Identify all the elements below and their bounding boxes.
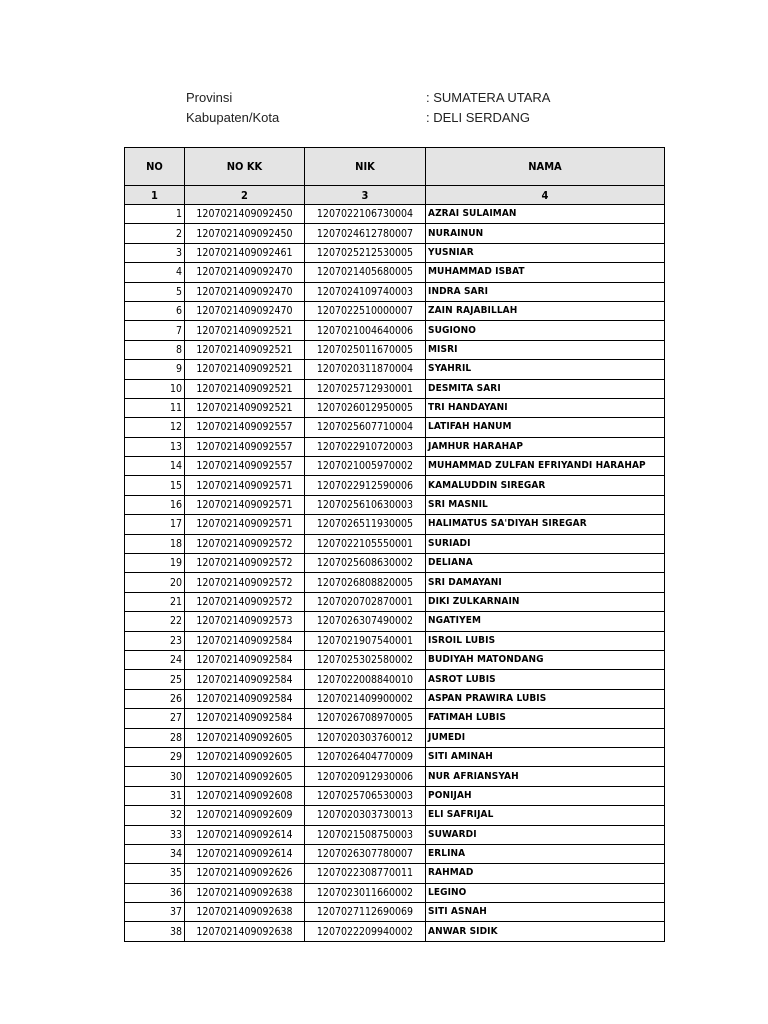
family-card-number: 1207021409092572 bbox=[185, 554, 305, 573]
family-card-number: 1207021409092521 bbox=[185, 360, 305, 379]
row-number: 18 bbox=[125, 534, 185, 553]
family-card-number: 1207021409092557 bbox=[185, 457, 305, 476]
resident-name: HALIMATUS SA'DIYAH SIREGAR bbox=[426, 515, 665, 534]
table-row bbox=[125, 825, 665, 844]
table-row bbox=[125, 437, 665, 456]
resident-name: SYAHRIL bbox=[426, 360, 665, 379]
row-number: 32 bbox=[125, 806, 185, 825]
resident-name: SUWARDI bbox=[426, 825, 665, 844]
table-row bbox=[125, 573, 665, 592]
nik-number: 1207020912930006 bbox=[305, 767, 426, 786]
row-number: 34 bbox=[125, 844, 185, 863]
table-row bbox=[125, 321, 665, 340]
row-number: 3 bbox=[125, 243, 185, 262]
family-card-number: 1207021409092638 bbox=[185, 903, 305, 922]
table-row bbox=[125, 864, 665, 883]
resident-name: MUHAMMAD ISBAT bbox=[426, 263, 665, 282]
table-row bbox=[125, 534, 665, 553]
table-row bbox=[125, 786, 665, 805]
resident-name: ASROT LUBIS bbox=[426, 670, 665, 689]
nik-number: 1207025608630002 bbox=[305, 554, 426, 573]
table-row bbox=[125, 747, 665, 766]
header-nik: NIK bbox=[305, 148, 426, 186]
resident-name: NGATIYEM bbox=[426, 612, 665, 631]
resident-name: ZAIN RAJABILLAH bbox=[426, 301, 665, 320]
resident-name: SURIADI bbox=[426, 534, 665, 553]
row-number: 6 bbox=[125, 301, 185, 320]
row-number: 10 bbox=[125, 379, 185, 398]
resident-name: NURAINUN bbox=[426, 224, 665, 243]
resident-name: LATIFAH HANUM bbox=[426, 418, 665, 437]
table-row bbox=[125, 806, 665, 825]
table-row bbox=[125, 767, 665, 786]
resident-name: ISROIL LUBIS bbox=[426, 631, 665, 650]
nik-number: 1207022209940002 bbox=[305, 922, 426, 941]
family-card-number: 1207021409092572 bbox=[185, 592, 305, 611]
nik-number: 1207026012950005 bbox=[305, 398, 426, 417]
resident-name: SITI ASNAH bbox=[426, 903, 665, 922]
table-row bbox=[125, 398, 665, 417]
resident-name: INDRA SARI bbox=[426, 282, 665, 301]
resident-name: RAHMAD bbox=[426, 864, 665, 883]
table-row bbox=[125, 379, 665, 398]
resident-name: LEGINO bbox=[426, 883, 665, 902]
table-row bbox=[125, 224, 665, 243]
table-row bbox=[125, 515, 665, 534]
nik-number: 1207022105550001 bbox=[305, 534, 426, 553]
row-number: 19 bbox=[125, 554, 185, 573]
family-card-number: 1207021409092557 bbox=[185, 437, 305, 456]
family-card-number: 1207021409092470 bbox=[185, 282, 305, 301]
resident-name: TRI HANDAYANI bbox=[426, 398, 665, 417]
nik-number: 1207022910720003 bbox=[305, 437, 426, 456]
resident-name: FATIMAH LUBIS bbox=[426, 709, 665, 728]
nik-number: 1207021508750003 bbox=[305, 825, 426, 844]
nik-number: 1207025302580002 bbox=[305, 650, 426, 669]
row-number: 1 bbox=[125, 205, 185, 224]
nik-number: 1207022008840010 bbox=[305, 670, 426, 689]
row-number: 13 bbox=[125, 437, 185, 456]
nik-number: 1207020303760012 bbox=[305, 728, 426, 747]
family-card-number: 1207021409092584 bbox=[185, 650, 305, 669]
nik-number: 1207021409900002 bbox=[305, 689, 426, 708]
family-card-number: 1207021409092626 bbox=[185, 864, 305, 883]
family-card-number: 1207021409092614 bbox=[185, 825, 305, 844]
province-row bbox=[186, 88, 550, 108]
row-number: 29 bbox=[125, 747, 185, 766]
resident-name: SITI AMINAH bbox=[426, 747, 665, 766]
resident-name: KAMALUDDIN SIREGAR bbox=[426, 476, 665, 495]
column-number-2: 2 bbox=[185, 186, 305, 205]
nik-number: 1207025607710004 bbox=[305, 418, 426, 437]
resident-name: ERLINA bbox=[426, 844, 665, 863]
family-card-number: 1207021409092557 bbox=[185, 418, 305, 437]
column-number-4: 4 bbox=[426, 186, 665, 205]
resident-name: AZRAI SULAIMAN bbox=[426, 205, 665, 224]
table-row bbox=[125, 709, 665, 728]
regency-value: : DELI SERDANG bbox=[426, 110, 531, 125]
header-nama: NAMA bbox=[426, 148, 665, 186]
nik-number: 1207022510000007 bbox=[305, 301, 426, 320]
table-row bbox=[125, 301, 665, 320]
row-number: 35 bbox=[125, 864, 185, 883]
nik-number: 1207025212530005 bbox=[305, 243, 426, 262]
nik-number: 1207020702870001 bbox=[305, 592, 426, 611]
table-row bbox=[125, 263, 665, 282]
region-info bbox=[186, 88, 550, 128]
resident-name: BUDIYAH MATONDANG bbox=[426, 650, 665, 669]
resident-name: DIKI ZULKARNAIN bbox=[426, 592, 665, 611]
nik-number: 1207026404770009 bbox=[305, 747, 426, 766]
family-card-number: 1207021409092638 bbox=[185, 922, 305, 941]
nik-number: 1207026307490002 bbox=[305, 612, 426, 631]
header-row bbox=[125, 148, 665, 186]
nik-number: 1207022308770011 bbox=[305, 864, 426, 883]
row-number: 21 bbox=[125, 592, 185, 611]
header-no-kk: NO KK bbox=[185, 148, 305, 186]
family-card-number: 1207021409092584 bbox=[185, 689, 305, 708]
family-card-number: 1207021409092450 bbox=[185, 224, 305, 243]
table-row bbox=[125, 844, 665, 863]
nik-number: 1207026511930005 bbox=[305, 515, 426, 534]
family-card-number: 1207021409092605 bbox=[185, 728, 305, 747]
row-number: 36 bbox=[125, 883, 185, 902]
table-row bbox=[125, 592, 665, 611]
column-number-row bbox=[125, 186, 665, 205]
table-row bbox=[125, 340, 665, 359]
table-row bbox=[125, 689, 665, 708]
family-card-number: 1207021409092605 bbox=[185, 747, 305, 766]
family-card-number: 1207021409092461 bbox=[185, 243, 305, 262]
table-row bbox=[125, 650, 665, 669]
table-row bbox=[125, 282, 665, 301]
family-card-number: 1207021409092572 bbox=[185, 573, 305, 592]
family-card-number: 1207021409092608 bbox=[185, 786, 305, 805]
row-number: 22 bbox=[125, 612, 185, 631]
nik-number: 1207026307780007 bbox=[305, 844, 426, 863]
row-number: 27 bbox=[125, 709, 185, 728]
resident-name: ELI SAFRIJAL bbox=[426, 806, 665, 825]
family-card-number: 1207021409092614 bbox=[185, 844, 305, 863]
row-number: 9 bbox=[125, 360, 185, 379]
family-card-number: 1207021409092521 bbox=[185, 321, 305, 340]
resident-name: ASPAN PRAWIRA LUBIS bbox=[426, 689, 665, 708]
row-number: 12 bbox=[125, 418, 185, 437]
nik-number: 1207025011670005 bbox=[305, 340, 426, 359]
table-row bbox=[125, 243, 665, 262]
row-number: 23 bbox=[125, 631, 185, 650]
table-row bbox=[125, 205, 665, 224]
resident-name: JAMHUR HARAHAP bbox=[426, 437, 665, 456]
family-card-number: 1207021409092571 bbox=[185, 515, 305, 534]
nik-number: 1207025610630003 bbox=[305, 495, 426, 514]
family-card-number: 1207021409092571 bbox=[185, 495, 305, 514]
table-row bbox=[125, 612, 665, 631]
resident-name: DESMITA SARI bbox=[426, 379, 665, 398]
table-row bbox=[125, 670, 665, 689]
row-number: 24 bbox=[125, 650, 185, 669]
resident-name: JUMEDI bbox=[426, 728, 665, 747]
family-card-number: 1207021409092571 bbox=[185, 476, 305, 495]
nik-number: 1207024612780007 bbox=[305, 224, 426, 243]
family-card-number: 1207021409092605 bbox=[185, 767, 305, 786]
column-number-1: 1 bbox=[125, 186, 185, 205]
row-number: 20 bbox=[125, 573, 185, 592]
table-row bbox=[125, 922, 665, 941]
family-card-number: 1207021409092573 bbox=[185, 612, 305, 631]
family-card-number: 1207021409092584 bbox=[185, 709, 305, 728]
nik-number: 1207024109740003 bbox=[305, 282, 426, 301]
family-card-number: 1207021409092572 bbox=[185, 534, 305, 553]
row-number: 14 bbox=[125, 457, 185, 476]
table-row bbox=[125, 554, 665, 573]
resident-name: ANWAR SIDIK bbox=[426, 922, 665, 941]
resident-name: SRI MASNIL bbox=[426, 495, 665, 514]
family-card-number: 1207021409092521 bbox=[185, 379, 305, 398]
province-label: Provinsi bbox=[186, 90, 233, 105]
row-number: 37 bbox=[125, 903, 185, 922]
table-row bbox=[125, 457, 665, 476]
row-number: 28 bbox=[125, 728, 185, 747]
nik-number: 1207023011660002 bbox=[305, 883, 426, 902]
family-card-number: 1207021409092638 bbox=[185, 883, 305, 902]
table-row bbox=[125, 476, 665, 495]
regency-label: Kabupaten/Kota bbox=[186, 110, 280, 125]
row-number: 11 bbox=[125, 398, 185, 417]
resident-name: MISRI bbox=[426, 340, 665, 359]
resident-name: PONIJAH bbox=[426, 786, 665, 805]
nik-number: 1207025712930001 bbox=[305, 379, 426, 398]
row-number: 17 bbox=[125, 515, 185, 534]
row-number: 26 bbox=[125, 689, 185, 708]
resident-name: DELIANA bbox=[426, 554, 665, 573]
nik-number: 1207022912590006 bbox=[305, 476, 426, 495]
table-row bbox=[125, 631, 665, 650]
table-row bbox=[125, 883, 665, 902]
row-number: 33 bbox=[125, 825, 185, 844]
family-card-number: 1207021409092609 bbox=[185, 806, 305, 825]
nik-number: 1207021004640006 bbox=[305, 321, 426, 340]
row-number: 25 bbox=[125, 670, 185, 689]
row-number: 8 bbox=[125, 340, 185, 359]
row-number: 5 bbox=[125, 282, 185, 301]
resident-name: YUSNIAR bbox=[426, 243, 665, 262]
family-card-number: 1207021409092521 bbox=[185, 340, 305, 359]
row-number: 31 bbox=[125, 786, 185, 805]
nik-number: 1207027112690069 bbox=[305, 903, 426, 922]
table-row bbox=[125, 903, 665, 922]
row-number: 30 bbox=[125, 767, 185, 786]
row-number: 15 bbox=[125, 476, 185, 495]
nik-number: 1207021405680005 bbox=[305, 263, 426, 282]
nik-number: 1207025706530003 bbox=[305, 786, 426, 805]
family-card-number: 1207021409092470 bbox=[185, 263, 305, 282]
row-number: 4 bbox=[125, 263, 185, 282]
row-number: 7 bbox=[125, 321, 185, 340]
nik-number: 1207020311870004 bbox=[305, 360, 426, 379]
nik-number: 1207020303730013 bbox=[305, 806, 426, 825]
row-number: 2 bbox=[125, 224, 185, 243]
table-body bbox=[125, 205, 665, 942]
table-row bbox=[125, 418, 665, 437]
table-row bbox=[125, 728, 665, 747]
header-no: NO bbox=[125, 148, 185, 186]
nik-number: 1207026808820005 bbox=[305, 573, 426, 592]
family-card-number: 1207021409092584 bbox=[185, 631, 305, 650]
table-row bbox=[125, 495, 665, 514]
family-card-number: 1207021409092584 bbox=[185, 670, 305, 689]
column-number-3: 3 bbox=[305, 186, 426, 205]
family-card-number: 1207021409092470 bbox=[185, 301, 305, 320]
resident-name: MUHAMMAD ZULFAN EFRIYANDI HARAHAP bbox=[426, 457, 665, 476]
province-value: : SUMATERA UTARA bbox=[426, 90, 551, 105]
row-number: 38 bbox=[125, 922, 185, 941]
nik-number: 1207026708970005 bbox=[305, 709, 426, 728]
resident-name: SRI DAMAYANI bbox=[426, 573, 665, 592]
resident-name: SUGIONO bbox=[426, 321, 665, 340]
row-number: 16 bbox=[125, 495, 185, 514]
table-row bbox=[125, 360, 665, 379]
nik-number: 1207021005970002 bbox=[305, 457, 426, 476]
resident-table bbox=[124, 147, 665, 942]
regency-row bbox=[186, 108, 550, 128]
nik-number: 1207021907540001 bbox=[305, 631, 426, 650]
family-card-number: 1207021409092450 bbox=[185, 205, 305, 224]
family-card-number: 1207021409092521 bbox=[185, 398, 305, 417]
nik-number: 1207022106730004 bbox=[305, 205, 426, 224]
resident-name: NUR AFRIANSYAH bbox=[426, 767, 665, 786]
